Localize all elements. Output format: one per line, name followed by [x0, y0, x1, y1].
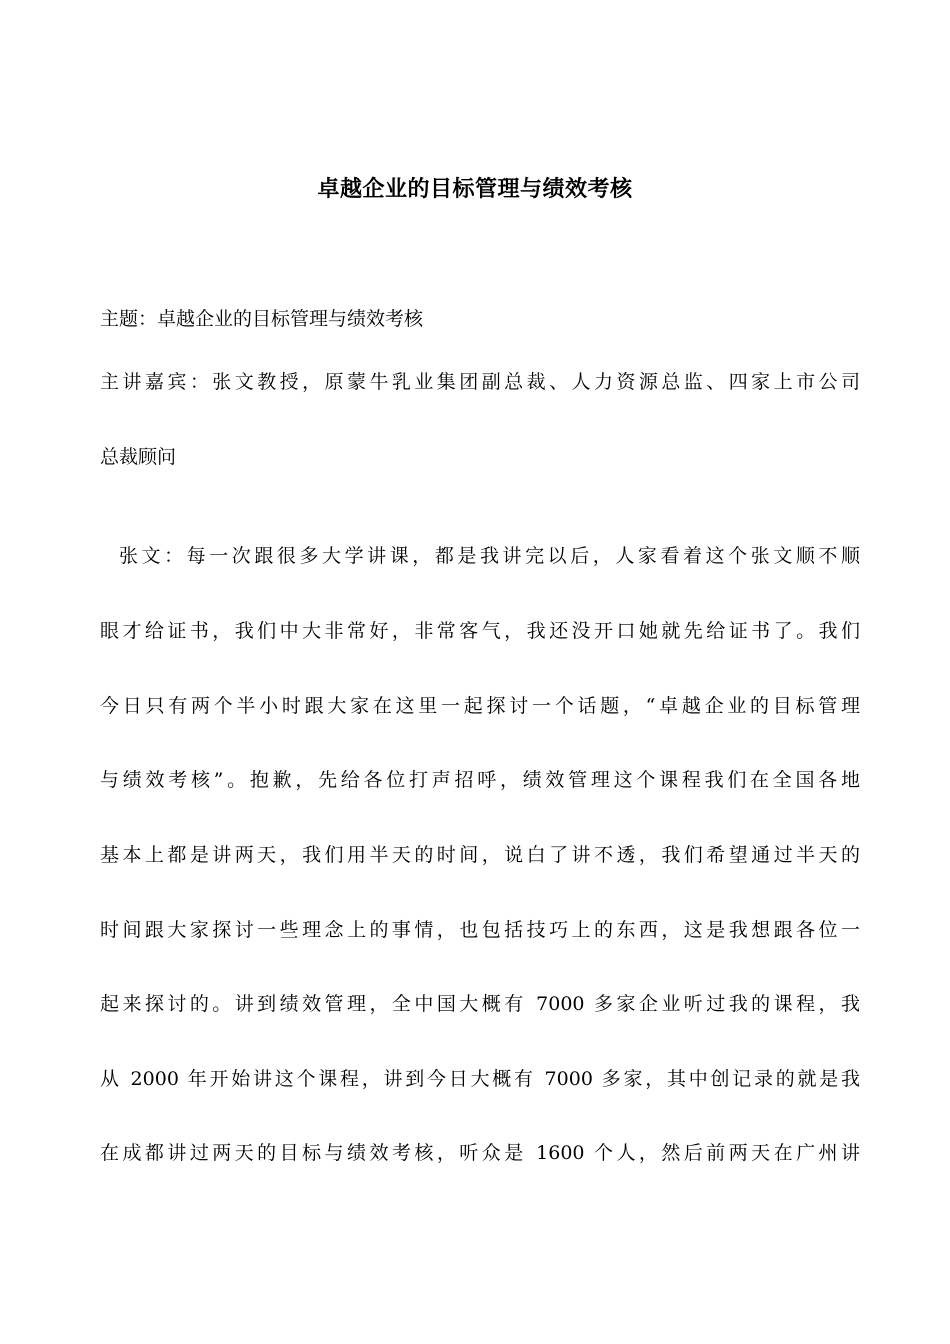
body-line: 从 2000 年开始讲这个课程，讲到今日大概有 7000 多家，其中创记录的就是我 — [100, 1068, 860, 1090]
body-line: 基本上都是讲两天，我们用半天的时间，说白了讲不透，我们希望通过半天的 — [100, 844, 860, 866]
body-line: 眼才给证书，我们中大非常好，非常客气，我还没开口她就先给证书了。我们 — [100, 620, 860, 642]
speaker-line-continued: 总裁顾问 — [100, 446, 177, 468]
body-line: 时间跟大家探讨一些理念上的事情，也包括技巧上的东西，这是我想跟各位一 — [100, 919, 860, 941]
topic-line: 主题：卓越企业的目标管理与绩效考核 — [100, 308, 424, 330]
body-line: 今日只有两个半小时跟大家在这里一起探讨一个话题，“卓越企业的目标管理 — [100, 695, 860, 717]
body-line: 张文：每一次跟很多大学讲课，都是我讲完以后，人家看着这个张文顺不顺 — [119, 545, 860, 567]
body-line: 在成都讲过两天的目标与绩效考核，听众是 1600 个人，然后前两天在广州讲 — [100, 1142, 860, 1164]
body-line: 与绩效考核”。抱歉，先给各位打声招呼，绩效管理这个课程我们在全国各地 — [100, 769, 860, 791]
document-title: 卓越企业的目标管理与绩效考核 — [317, 177, 633, 202]
speaker-line: 主讲嘉宾：张文教授，原蒙牛乳业集团副总裁、人力资源总监、四家上市公司 — [100, 371, 860, 393]
body-line: 起来探讨的。讲到绩效管理，全中国大概有 7000 多家企业听过我的课程，我 — [100, 993, 860, 1015]
